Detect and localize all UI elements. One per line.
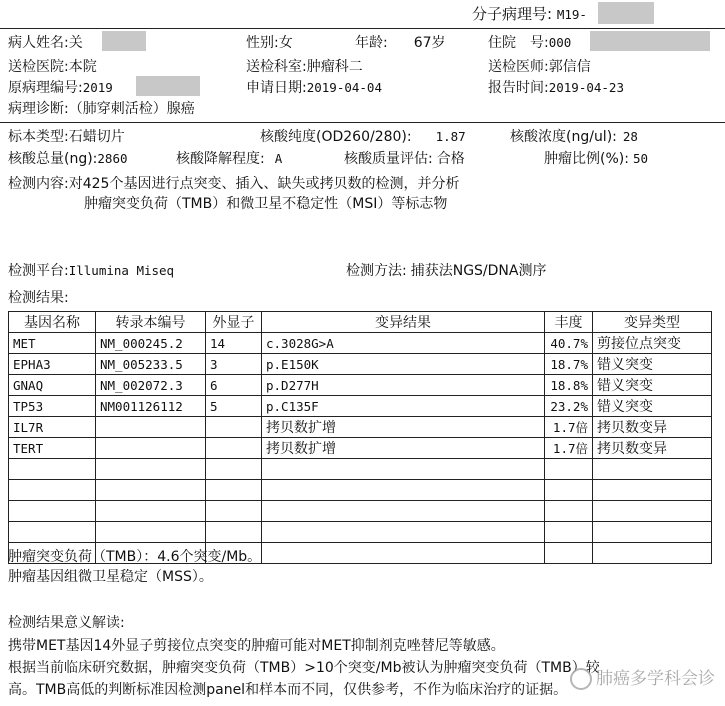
pathology-number-value: M19- — [556, 7, 587, 22]
table-row — [9, 333, 712, 354]
original-pathology-number: 原病理编号:2019 — [8, 80, 113, 96]
cell-transcript — [96, 522, 206, 543]
cell-gene — [9, 522, 96, 543]
cell-exon: 5 — [206, 396, 262, 417]
cell-variant: p.D277H — [262, 375, 545, 396]
redaction-mask — [136, 76, 200, 96]
header-transcript: 转录本编号 — [96, 312, 206, 333]
cell-variant: 拷贝数扩增 — [262, 417, 545, 438]
cell-variant — [262, 480, 545, 501]
cell-abundance: 1.7倍 — [545, 417, 593, 438]
cell-variant-type — [593, 522, 712, 543]
cell-transcript — [96, 501, 206, 522]
cell-exon — [206, 480, 262, 501]
cell-variant-type: 拷贝数变异 — [593, 417, 712, 438]
cell-exon: 14 — [206, 333, 262, 354]
test-method: 检测方法: 捕获法NGS/DNA测序 — [346, 263, 547, 279]
cell-abundance: 18.8% — [545, 375, 593, 396]
cell-variant-type: 错义突变 — [593, 354, 712, 375]
table-row — [9, 522, 712, 543]
cell-abundance: 23.2% — [545, 396, 593, 417]
table-row — [9, 354, 712, 375]
cell-abundance — [545, 522, 593, 543]
header-gene: 基因名称 — [9, 312, 96, 333]
table-row — [9, 396, 712, 417]
sending-doctor: 送检医师:郭信信 — [488, 59, 591, 75]
header-variant: 变异结果 — [262, 312, 545, 333]
interpretation-line: 携带MET基因14外显子剪接位点突变的肿瘤可能对MET抑制剂克唑替尼等敏感。 — [8, 638, 505, 654]
cell-variant — [262, 522, 545, 543]
cell-variant — [262, 459, 545, 480]
table-row — [9, 501, 712, 522]
cell-variant-type: 剪接位点突变 — [593, 333, 712, 354]
pathology-number — [472, 5, 587, 24]
cell-exon — [206, 459, 262, 480]
nucleic-acid-purity: 核酸纯度(OD260/280): 1.87 — [260, 129, 466, 145]
tmb-result: 肿瘤突变负荷（TMB）：4.6个突变/Mb。 — [8, 549, 262, 565]
interpretation-line: 根据当前临床研究数据，肿瘤突变负荷（TMB）>10个突变/Mb被认为肿瘤突变负荷（TMB）较 — [8, 660, 600, 676]
quality-assessment: 核酸质量评估: 合格 — [344, 151, 465, 167]
table-row — [9, 480, 712, 501]
cell-abundance: 40.7% — [545, 333, 593, 354]
cell-transcript: NM_000245.2 — [96, 333, 206, 354]
pathology-diagnosis: 病理诊断:（肺穿刺活检）腺癌 — [8, 101, 195, 117]
redaction-mask — [102, 31, 146, 51]
table-row — [9, 417, 712, 438]
cell-abundance: 1.7倍 — [545, 438, 593, 459]
cell-transcript — [96, 480, 206, 501]
results-table — [8, 311, 712, 564]
cell-abundance: 18.7% — [545, 354, 593, 375]
table-row — [9, 459, 712, 480]
cell-gene — [9, 480, 96, 501]
tumor-ratio: 肿瘤比例(%): 50 — [544, 151, 649, 167]
cell-variant: 拷贝数扩增 — [262, 438, 545, 459]
cell-variant: p.E150K — [262, 354, 545, 375]
cell-exon — [206, 501, 262, 522]
cell-variant-type — [593, 459, 712, 480]
cell-gene: TERT — [9, 438, 96, 459]
table-header-row — [9, 312, 712, 333]
nucleic-acid-concentration: 核酸浓度(ng/ul): 28 — [510, 129, 638, 145]
redaction-mask — [590, 31, 710, 51]
redaction-mask — [598, 2, 654, 24]
cell-gene: EPHA3 — [9, 354, 96, 375]
results-title: 检测结果: — [8, 290, 69, 306]
apply-date: 申请日期:2019-04-04 — [246, 80, 382, 96]
cell-variant: p.C135F — [262, 396, 545, 417]
cell-exon — [206, 522, 262, 543]
cell-gene — [9, 501, 96, 522]
cell-abundance — [545, 501, 593, 522]
cell-gene: GNAQ — [9, 375, 96, 396]
pathology-number-label: 分子病理号: — [472, 5, 553, 23]
cell-variant-type — [593, 501, 712, 522]
header-abundance: 丰度 — [545, 312, 593, 333]
patient-age: 年龄: 67岁 — [355, 35, 446, 51]
cell-gene — [9, 459, 96, 480]
header-exon: 外显子 — [206, 312, 262, 333]
cell-gene: IL7R — [9, 417, 96, 438]
msi-result: 肿瘤基因组微卫星稳定（MSS）。 — [8, 569, 213, 585]
cell-variant — [262, 543, 545, 564]
sending-department: 送检科室:肿瘤科二 — [246, 59, 363, 75]
cell-variant-type: 拷贝数变异 — [593, 438, 712, 459]
cell-variant-type: 错义突变 — [593, 375, 712, 396]
nucleic-acid-total: 核酸总量(ng):2860 — [8, 151, 128, 167]
interpretation-line: 高。TMB高低的判断标准因检测panel和样本而不同，仅供参考，不作为临床治疗的证据。 — [8, 682, 568, 698]
table-row — [9, 438, 712, 459]
interpretation-title: 检测结果意义解读: — [8, 615, 125, 631]
cell-exon: 6 — [206, 375, 262, 396]
cell-abundance — [545, 459, 593, 480]
cell-abundance — [545, 480, 593, 501]
cell-variant-type: 错义突变 — [593, 396, 712, 417]
inpatient-number: 住院 号:000 — [488, 35, 572, 51]
test-content: 检测内容:对425个基因进行点突变、插入、缺失或拷贝数的检测，并分析 — [8, 176, 460, 192]
watermark-text: 肺癌多学科会诊 — [596, 669, 715, 689]
cell-variant-type — [593, 480, 712, 501]
header-variant-type: 变异类型 — [593, 312, 712, 333]
cell-exon: 3 — [206, 354, 262, 375]
cell-transcript: NM001126112 — [96, 396, 206, 417]
header-divider — [0, 28, 725, 29]
test-content-line2: 肿瘤突变负荷（TMB）和微卫星不稳定性（MSI）等标志物 — [84, 196, 448, 212]
cell-transcript: NM_005233.5 — [96, 354, 206, 375]
patient-name: 病人姓名:关 — [8, 35, 83, 51]
sending-hospital: 送检医院:本院 — [8, 59, 97, 75]
test-platform: 检测平台:Illumina Miseq — [8, 263, 175, 279]
cell-abundance — [545, 543, 593, 564]
cell-variant — [262, 501, 545, 522]
degradation-level: 核酸降解程度: A — [176, 151, 283, 167]
patient-divider — [0, 122, 725, 123]
cell-variant-type — [593, 543, 712, 564]
sample-type: 标本类型:石蜡切片 — [8, 129, 125, 145]
table-row — [9, 375, 712, 396]
report-date: 报告时间:2019-04-23 — [488, 80, 624, 96]
cell-transcript — [96, 438, 206, 459]
patient-gender: 性别:女 — [246, 35, 293, 51]
watermark — [570, 664, 715, 690]
cell-exon — [206, 417, 262, 438]
cell-transcript — [96, 459, 206, 480]
cell-gene: MET — [9, 333, 96, 354]
cell-exon — [206, 438, 262, 459]
wechat-icon — [570, 668, 592, 690]
cell-transcript — [96, 417, 206, 438]
cell-variant: c.3028G>A — [262, 333, 545, 354]
cell-gene: TP53 — [9, 396, 96, 417]
cell-transcript: NM_002072.3 — [96, 375, 206, 396]
